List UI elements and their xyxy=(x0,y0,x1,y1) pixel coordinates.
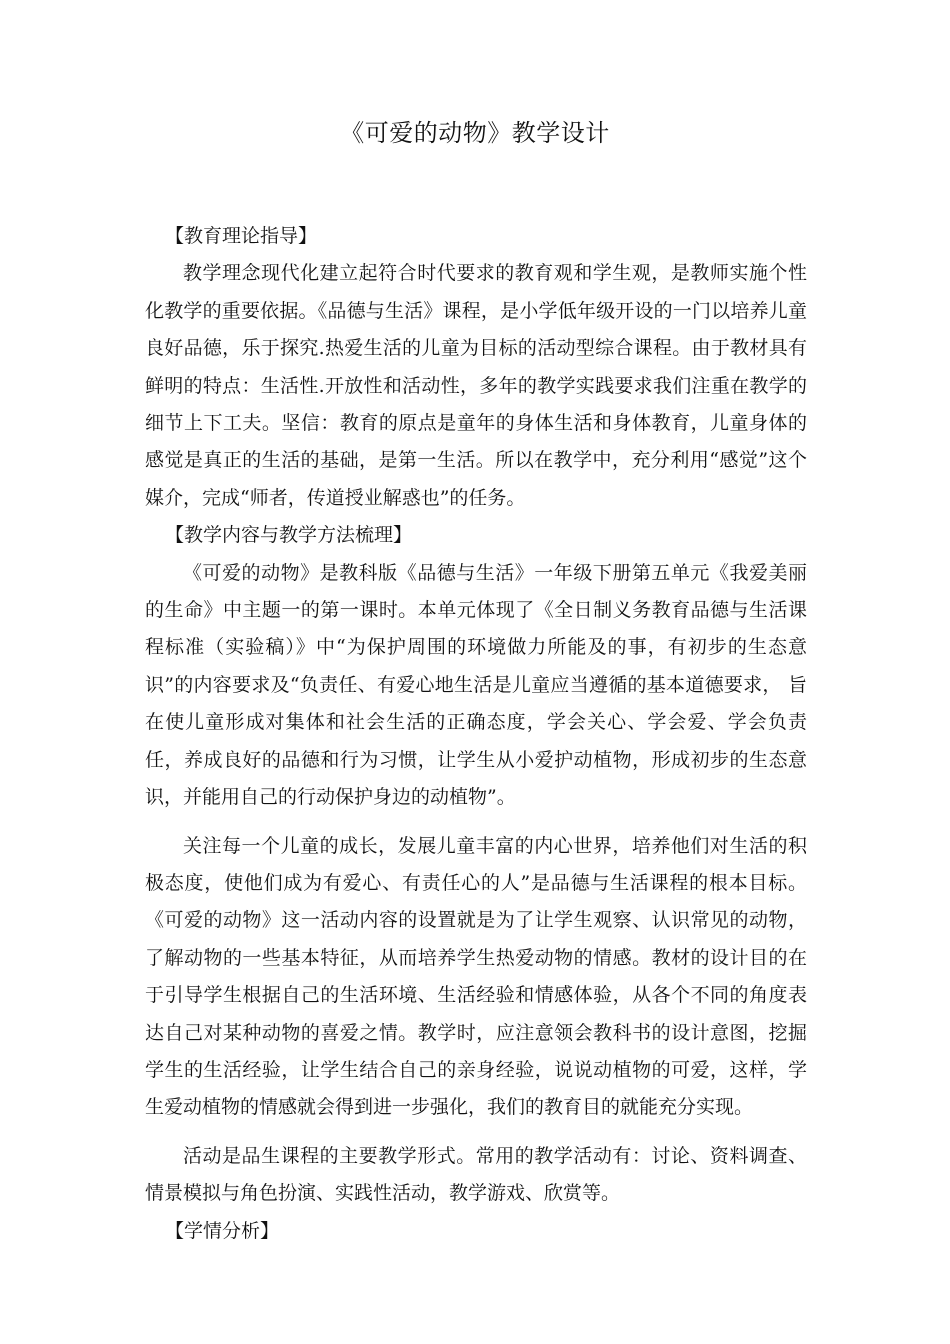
section-heading-analysis: 【学情分析】 xyxy=(165,1219,280,1242)
paragraph-content-2: 关注每一个儿童的成长，发展儿童丰富的内心世界，培养他们对生活的积极态度，使他们成为有爱心、有责任心的人”是品德与生活课程的根本目标。《可爱的动物》这一活动内容的设置就是为了让学生观察、认识常见的动物，了解动物的一些基本特征，从而培养学生热爱动物的情感。教材的设计目的在于引导学生根据自己的生活环境、生活经验和情感体验，从各个不同的角度表达自己对某种动物的喜爱之情。教学时，应注意领会教科书的设计意图，挖掘学生的生活经验，让学生结合自己的亲身经验，说说动植物的可爱，这样，学生爱动植物的情感就会得到进一步强化，我们的教育目的就能充分实现。 xyxy=(145,834,807,1119)
section-heading-theory: 【教育理论指导】 xyxy=(165,225,318,247)
section-heading-content: 【教学内容与教学方法梳理】 xyxy=(165,524,413,547)
paragraph-content-3: 活动是品生课程的主要教学形式。常用的教学活动有：讨论、资料调查、情景模拟与角色扮演、实践性活动，教学游戏、欣赏等。 xyxy=(145,1144,807,1205)
document-title: 《可爱的动物》教学设计 xyxy=(340,119,610,147)
paragraph-content-1: 《可爱的动物》是教科版《品德与生活》一年级下册第五单元《我爱美丽的生命》中主题一的第一课时。本单元体现了《全日制义务教育品德与生活课程标准（实验稿）》中“为保护周围的环境做力所能及的事，有初步的生态意识”的内容要求及“负责任、有爱心地生活是儿童应当遵循的基本道德要求， 旨在使儿童形成对集体和社会生活的正确态度，学会关心、学会爱、学会负责任，养成良好的品德和行为习惯，让学生从小爱护动植物，形成初步的生态意识，并能用自己的行动保护身边的动植物”。 xyxy=(145,561,807,809)
document-body xyxy=(145,218,807,1250)
paragraph-theory-1: 教学理念现代化建立起符合时代要求的教育观和学生观，是教师实施个性化教学的重要依据。《品德与生活》课程，是小学低年级开设的一门以培养儿童良好品德，乐于探究.热爱生活的儿童为目标的活动型综合课程。由于教材具有鲜明的特点：生活性.开放性和活动性，多年的教学实践要求我们注重在教学的细节上下工夫。坚信：教育的原点是童年的身体生活和身体教育，儿童身体的感觉是真正的生活的基础，是第一生活。所以在教学中，充分利用“感觉”这个媒介，完成“师者，传道授业解惑也”的任务。 xyxy=(145,262,807,509)
